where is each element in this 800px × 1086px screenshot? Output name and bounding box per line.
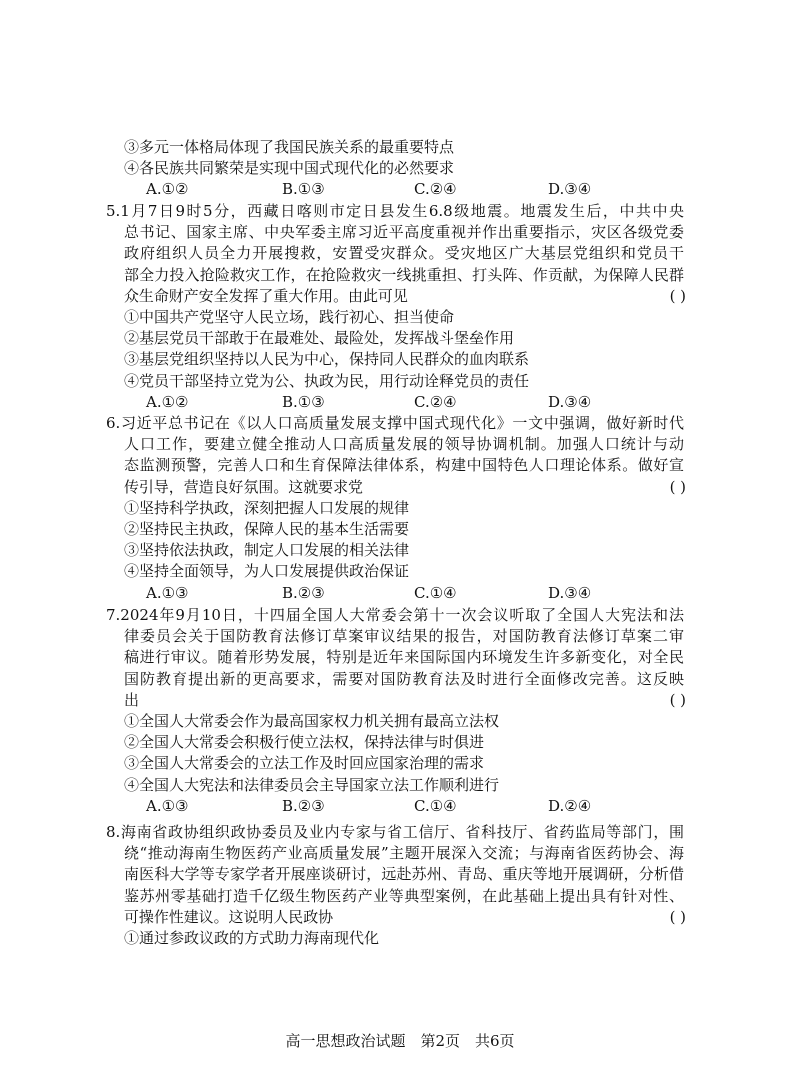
stem-line-last bbox=[124, 477, 684, 498]
stem-line-last bbox=[124, 286, 684, 307]
choice-c: C.②④ bbox=[414, 180, 457, 199]
choice-a: A.①③ bbox=[146, 583, 189, 602]
stem-line: 7.2024年9月10日，十四届全国人大常委会第十一次会议听取了全国人大宪法和法 bbox=[106, 606, 684, 624]
choice-d: D.②④ bbox=[548, 796, 592, 815]
statement-line: ④坚持全面领导，为人口发展提供政治保证 bbox=[124, 562, 410, 581]
choices-row bbox=[124, 796, 684, 817]
choices-row bbox=[124, 583, 684, 604]
choice-c: C.②④ bbox=[414, 392, 457, 411]
page-footer: 高一思想政治试题 第2页 共6页 bbox=[285, 1032, 515, 1050]
answer-paren: ( ) bbox=[669, 477, 686, 496]
statement-line: ④党员干部坚持立党为公、执政为民，用行动诠释党员的责任 bbox=[124, 371, 530, 390]
choice-a: A.①③ bbox=[146, 796, 189, 815]
statement-line: ④各民族共同繁荣是实现中国式现代化的必然要求 bbox=[124, 159, 455, 178]
stem-line: 总书记、国家主席、中央军委主席习近平高度重视并作出重要指示，灾区各级党委 bbox=[124, 223, 684, 242]
choices-row bbox=[124, 179, 684, 200]
stem-line: 南医科大学等专家学者开展座谈研讨，远赴苏州、青岛、重庆等地开展调研，分析借 bbox=[124, 865, 684, 884]
statement-line: ①通过参政议政的方式助力海南现代化 bbox=[124, 928, 380, 947]
statement-line: ③全国人大常委会的立法工作及时回应国家治理的需求 bbox=[124, 754, 485, 773]
stem-line: 鉴苏州零基础打造千亿级生物医药产业等典型案例，在此基础上提出具有针对性、 bbox=[124, 886, 684, 905]
choice-a: A.①② bbox=[146, 180, 189, 199]
statement-line: ④全国人大宪法和法律委员会主导国家立法工作顺利进行 bbox=[124, 775, 500, 794]
stem-line: 国防教育提出新的更高要求，需要对国防教育法及时进行全面修改完善。这反映 bbox=[124, 669, 684, 688]
question-6 bbox=[106, 413, 684, 604]
stem-line: 律委员会关于国防教育法修订草案审议结果的报告，对国防教育法修订草案二审 bbox=[124, 627, 684, 646]
statement-line: ②基层党员干部敢于在最难处、最险处，发挥战斗堡垒作用 bbox=[124, 329, 515, 348]
stem-line: 态监测预警，完善人口和生育保障法律体系，构建中国特色人口理论体系。做好宣 bbox=[124, 456, 684, 475]
question-5 bbox=[106, 201, 684, 413]
choice-b: B.①③ bbox=[282, 180, 325, 199]
statement-line: ③多元一体格局体现了我国民族关系的最重要特点 bbox=[124, 138, 455, 156]
stem-line: 稿进行审议。随着形势发展，特别是近年来国际国内环境发生许多新变化，对全民 bbox=[124, 648, 684, 667]
statement-line: ③坚持依法执政，制定人口发展的相关法律 bbox=[124, 541, 410, 560]
stem-line-last bbox=[124, 690, 684, 711]
stem-text: 出 bbox=[124, 690, 139, 709]
stem-line-last bbox=[124, 907, 684, 928]
stem-line: 部全力投入抢险救灾工作，在抢险救灾一线挑重担、打头阵、作贡献，为保障人民群 bbox=[124, 265, 684, 284]
choice-c: C.①④ bbox=[414, 583, 457, 602]
question-7 bbox=[106, 605, 684, 817]
stem-line: 5.1月7日9时5分，西藏日喀则市定日县发生6.8级地震。地震发生后，中共中央 bbox=[106, 202, 684, 220]
statement-line: ①中国共产党坚守人民立场，践行初心、担当使命 bbox=[124, 307, 455, 326]
stem-text: 可操作性建议。这说明人民政协 bbox=[124, 907, 334, 926]
answer-paren: ( ) bbox=[669, 690, 686, 709]
answer-paren: ( ) bbox=[669, 907, 686, 926]
choices-row bbox=[124, 392, 684, 413]
choice-b: B.②③ bbox=[282, 796, 325, 815]
statement-line: ②坚持民主执政，保障人民的基本生活需要 bbox=[124, 519, 410, 538]
choice-b: B.②③ bbox=[282, 583, 325, 602]
statement-line: ①全国人大常委会作为最高国家权力机关拥有最高立法权 bbox=[124, 711, 500, 730]
choice-d: D.③④ bbox=[548, 583, 592, 602]
statement-line: ①坚持科学执政，深刻把握人口发展的规律 bbox=[124, 498, 410, 517]
stem-line: 6.习近平总书记在《以人口高质量发展支撑中国式现代化》一文中强调，做好新时代 bbox=[106, 414, 684, 432]
stem-line: 绕“推动海南生物医药产业高质量发展”主题开展深入交流；与海南省医药协会、海 bbox=[124, 844, 684, 863]
choice-a: A.①② bbox=[146, 392, 189, 411]
stem-line: 人口工作，要建立健全推动人口高质量发展的领导协调机制。加强人口统计与动 bbox=[124, 435, 684, 454]
statement-line: ②全国人大常委会积极行使立法权，保持法律与时俱进 bbox=[124, 733, 485, 752]
stem-line: 政府组织人员全力开展搜救，安置受灾群众。受灾地区广大基层党组织和党员干 bbox=[124, 244, 684, 263]
stem-text: 众生命财产安全发挥了重大作用。由此可见 bbox=[124, 286, 408, 305]
stem-line: 8.海南省政协组织政协委员及业内专家与省工信厅、省科技厅、省药监局等部门，围 bbox=[106, 823, 684, 841]
carry-over-block bbox=[124, 137, 684, 201]
choice-d: D.③④ bbox=[548, 392, 592, 411]
statement-line: ③基层党组织坚持以人民为中心，保持同人民群众的血肉联系 bbox=[124, 350, 530, 369]
answer-paren: ( ) bbox=[669, 286, 686, 305]
choice-b: B.①③ bbox=[282, 392, 325, 411]
stem-text: 传引导，营造良好氛围。这就要求党 bbox=[124, 477, 363, 496]
question-8 bbox=[106, 822, 684, 949]
choice-c: C.①④ bbox=[414, 796, 457, 815]
choice-d: D.③④ bbox=[548, 180, 592, 199]
